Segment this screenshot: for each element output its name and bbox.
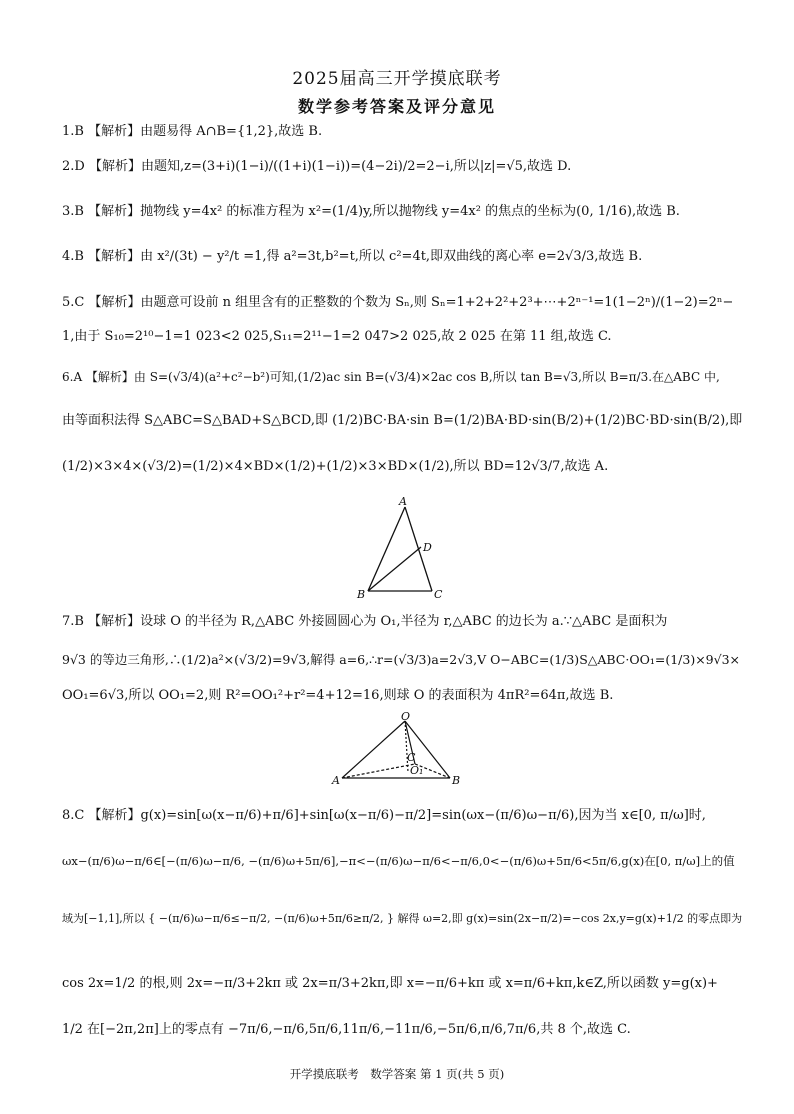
edge-OA bbox=[342, 721, 405, 778]
vertex-label-a: A bbox=[332, 774, 340, 787]
answer-line: 由等面积法得 S△ABC=S△BAD+S△BCD,即 (1/2)BC·BA·sin B=(1/2)BA·BD·sin(B/2)+(1/2)BC·BD·sin(B/2),即 bbox=[62, 413, 743, 428]
edge-AB bbox=[368, 507, 405, 591]
vertex-label-c: C bbox=[434, 588, 443, 600]
answer-line: 8.C 【解析】g(x)=sin[ω(x−π/6)+π/6]+sin[ω(x−π/6)−π/2]=sin(ωx−(π/6)ω−π/6),因为当 x∈[0, π/ω]时, bbox=[62, 808, 706, 823]
answer-line: 7.B 【解析】设球 O 的半径为 R,△ABC 外接圆圆心为 O₁,半径为 r,△ABC 的边长为 a.∵△ABC 是面积为 bbox=[62, 614, 668, 629]
document-subtitle: 数学参考答案及评分意见 bbox=[297, 97, 496, 116]
answer-line: 6.A 【解析】由 S=(√3/4)(a²+c²−b²)可知,(1/2)ac sin B=(√3/4)×2ac cos B,所以 tan B=√3,所以 B=π/3.在△ABC 中, bbox=[62, 370, 720, 384]
answer-line: 3.B 【解析】抛物线 y=4x² 的标准方程为 x²=(1/4)y,所以抛物线 y=4x² 的焦点的坐标为(0, 1/16),故选 B. bbox=[62, 204, 680, 219]
answer-line: 1,由于 S₁₀=2¹⁰−1=1 023<2 025,S₁₁=2¹¹−1=2 047>2 025,故 2 025 在第 11 组,故选 C. bbox=[62, 329, 612, 344]
answer-line: ωx−(π/6)ω−π/6∈[−(π/6)ω−π/6, −(π/6)ω+5π/6],−π<−(π/6)ω−π/6<−π/6,0<−(π/6)ω+5π/6<5π/6,g(x)在[0, π/ω]上的值 bbox=[62, 854, 735, 868]
vertex-label-o: O bbox=[401, 712, 411, 723]
vertex-label-a: A bbox=[399, 495, 407, 508]
answer-line: 4.B 【解析】由 x²/(3t) − y²/t =1,得 a²=3t,b²=t,所以 c²=4t,即双曲线的离心率 e=2√3/3,故选 B. bbox=[62, 249, 643, 264]
answer-line: 域为[−1,1],所以 { −(π/6)ω−π/6≤−π/2, −(π/6)ω+5π/6≥π/2, } 解得 ω=2,即 g(x)=sin(2x−π/2)=−cos 2x,y=g(x)+1/2 的零点即为 bbox=[62, 912, 743, 925]
edge-AC bbox=[342, 764, 415, 778]
answer-line: 9√3 的等边三角形,∴(1/2)a²×(√3/2)=9√3,解得 a=6,∴r=(√3/3)a=2√3,V O−ABC=(1/3)S△ABC·OO₁=(1/3)×9√3× bbox=[62, 652, 741, 667]
answer-line: OO₁=6√3,所以 OO₁=2,则 R²=OO₁²+r²=4+12=16,则球 O 的表面积为 4πR²=64π,故选 B. bbox=[62, 688, 614, 703]
answer-line: 1.B 【解析】由题易得 A∩B={1,2},故选 B. bbox=[62, 124, 323, 139]
page-footer: 开学摸底联考 数学答案 第 1 页(共 5 页) bbox=[289, 1067, 505, 1081]
vertex-label-b: B bbox=[452, 774, 461, 787]
answer-line: 5.C 【解析】由题意可设前 n 组里含有的正整数的个数为 Sₙ,则 Sₙ=1+2+2²+2³+⋯+2ⁿ⁻¹=1(1−2ⁿ)/(1−2)=2ⁿ− bbox=[62, 295, 734, 310]
edge-BD bbox=[368, 547, 421, 591]
answer-line: (1/2)×3×4×(√3/2)=(1/2)×4×BD×(1/2)+(1/2)×3×BD×(1/2),所以 BD=12√3/7,故选 A. bbox=[62, 459, 609, 474]
answer-line: 1/2 在[−2π,2π]上的零点有 −7π/6,−π/6,5π/6,11π/6,−11π/6,−5π/6,π/6,7π/6,共 8 个,故选 C. bbox=[62, 1022, 631, 1037]
answer-line: 2.D 【解析】由题知,z=(3+i)(1−i)/((1+i)(1−i))=(4−2i)/2=2−i,所以|z|=√5,故选 D. bbox=[62, 159, 572, 174]
vertex-label-o1: O₁ bbox=[410, 764, 424, 777]
vertex-label-c: C bbox=[407, 751, 416, 764]
pyramid-figure bbox=[330, 712, 465, 787]
document-title: 2025届高三开学摸底联考 bbox=[292, 69, 502, 89]
vertex-label-d: D bbox=[423, 541, 432, 554]
triangle-figure bbox=[350, 495, 450, 600]
answer-line: cos 2x=1/2 的根,则 2x=−π/3+2kπ 或 2x=π/3+2kπ,即 x=−π/6+kπ 或 x=π/6+kπ,k∈Z,所以函数 y=g(x)+ bbox=[62, 976, 718, 991]
vertex-label-b: B bbox=[357, 588, 366, 600]
